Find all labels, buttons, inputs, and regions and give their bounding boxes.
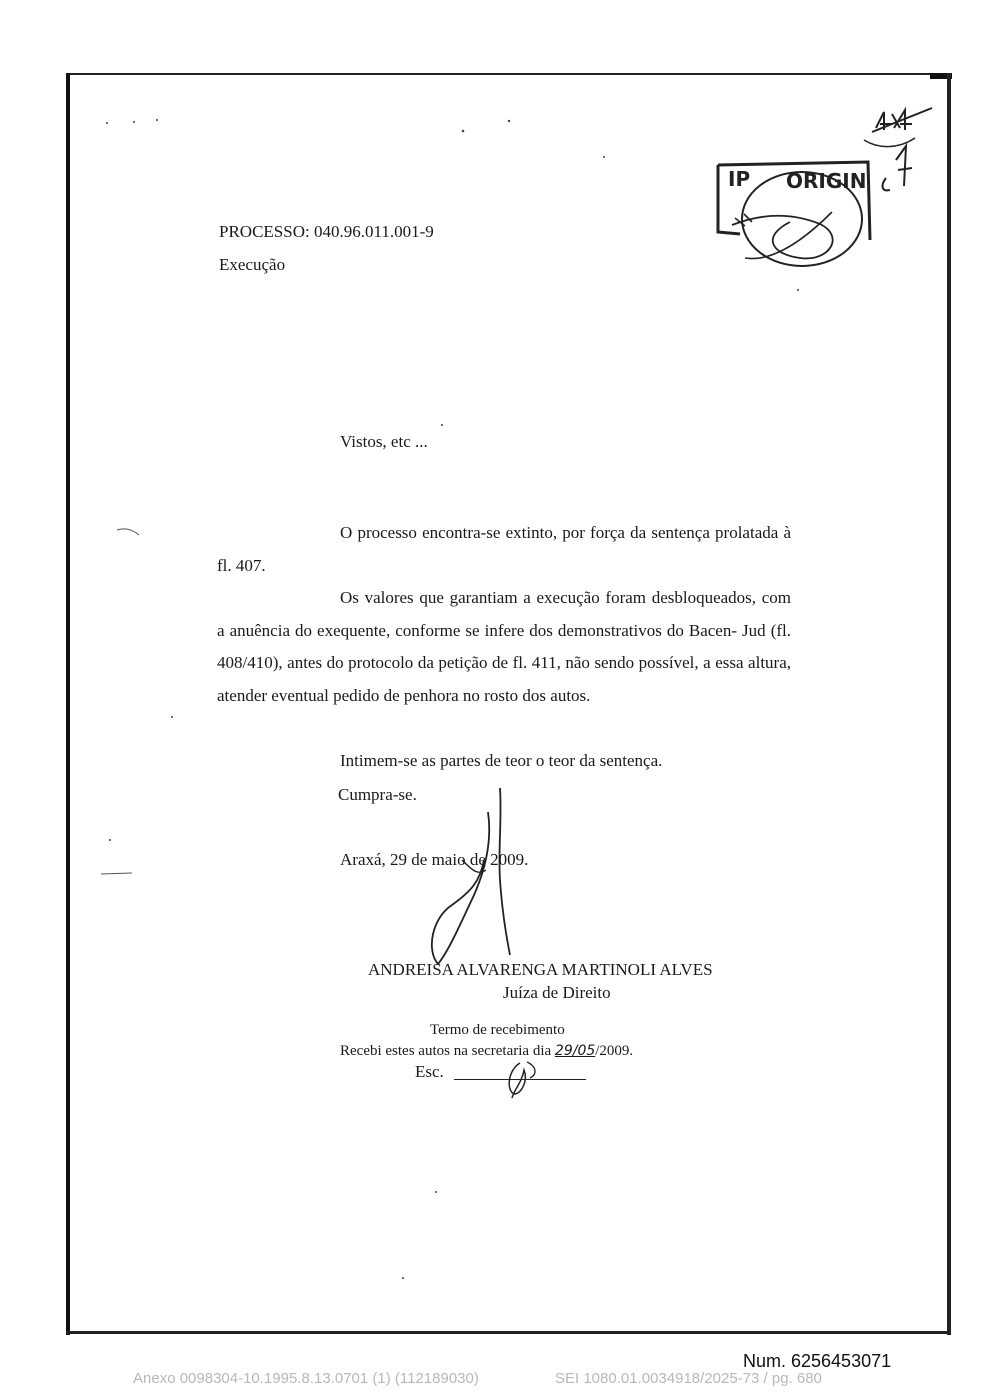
footer-sei: SEI 1080.01.0034918/2025-73 / pg. 680 (555, 1370, 822, 1387)
scan-mark (101, 873, 132, 874)
receipt-year: /2009. (595, 1043, 634, 1059)
greeting: Vistos, etc ... (340, 432, 428, 451)
receipt-line (340, 1042, 633, 1061)
clerk-signature (509, 1062, 535, 1098)
receipt-handwritten-date: 29/05 (554, 1043, 596, 1059)
process-number: PROCESSO: 040.96.011.001-9 (219, 222, 434, 241)
process-type: Execução (219, 255, 286, 274)
page-number-handwriting (864, 108, 932, 190)
svg-text:ORIGIN: ORIGIN (786, 169, 867, 193)
paragraph-values: Os valores que garantiam a execução foram desbloqueados, com a anuência do exequente, conforme se infere dos demonstrativos do Bacen- Jud (fl. 408/410), antes do protocolo da petição de fl. 411, não sendo possível, a essa altura, atender eventual pedido de penhora no rosto dos autos. (217, 588, 791, 705)
judge-signature (432, 788, 510, 964)
paragraph-intimation: Intimem-se as partes de teor o teor da sentença. (340, 751, 663, 770)
esc-label: Esc. (415, 1062, 444, 1081)
receipt-text: Recebi estes autos na secretaria dia (340, 1043, 555, 1059)
receipt-title: Termo de recebimento (430, 1022, 565, 1038)
paragraph-extinction: O processo encontra-se extinto, por força da sentença prolatada à fl. 407. (217, 523, 791, 575)
place-date: Araxá, 29 de maio de 2009. (340, 850, 529, 869)
esc-signature-line (454, 1079, 586, 1080)
scan-mark (117, 529, 139, 535)
svg-text:IP: IP (728, 167, 751, 191)
closing: Cumpra-se. (338, 785, 417, 804)
judge-name: ANDREISA ALVARENGA MARTINOLI ALVES (368, 960, 713, 979)
court-stamp (718, 162, 870, 266)
judge-title: Juíza de Direito (503, 983, 611, 1002)
footer-annex: Anexo 0098304-10.1995.8.13.0701 (1) (112189030) (133, 1370, 479, 1387)
document-number: Num. 6256453071 (743, 1351, 892, 1371)
